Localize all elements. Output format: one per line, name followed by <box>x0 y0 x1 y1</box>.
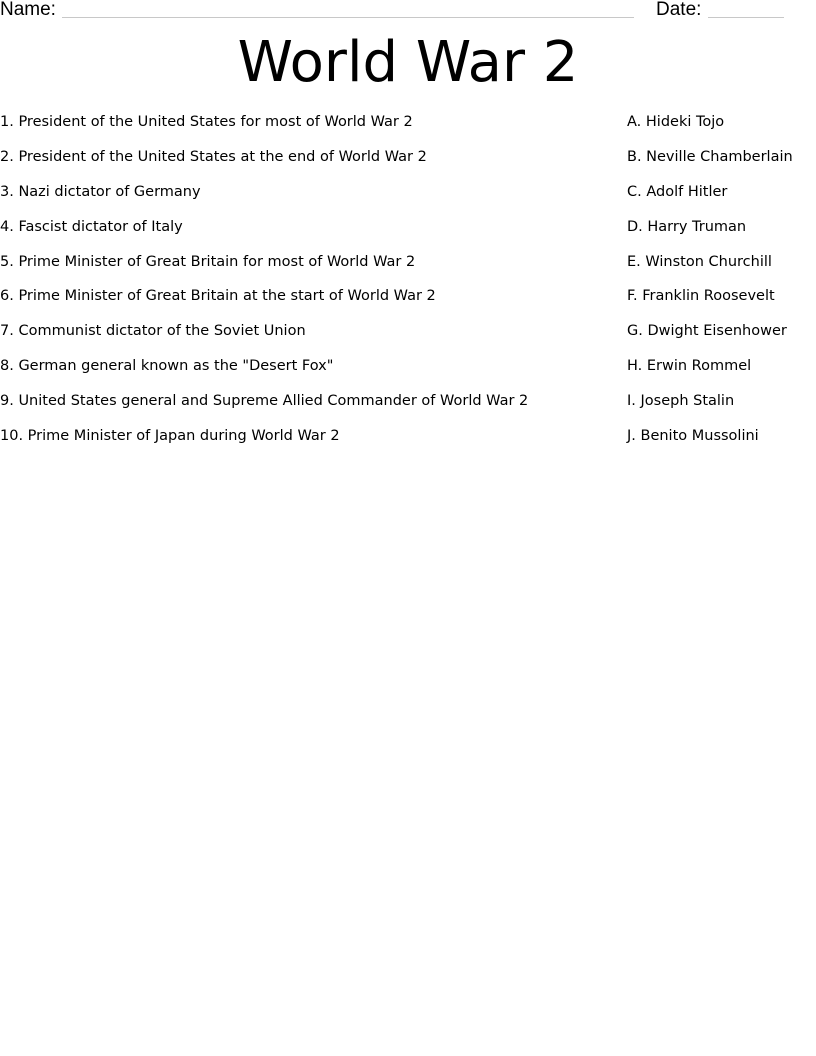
question-item: 4. Fascist dictator of Italy <box>0 218 183 235</box>
question-item: 3. Nazi dictator of Germany <box>0 183 201 200</box>
answer-item: I. Joseph Stalin <box>627 393 735 410</box>
question-item: 5. Prime Minister of Great Britain for most of World War 2 <box>0 253 416 270</box>
answer-list <box>627 111 816 460</box>
name-blank-line <box>62 17 634 18</box>
name-label: Name: <box>0 0 56 20</box>
date-label: Date: <box>656 0 702 20</box>
question-item: 9. United States general and Supreme Allied Commander of World War 2 <box>0 393 529 410</box>
question-item: 8. German general known as the "Desert Fox" <box>0 358 334 375</box>
answer-item: G. Dwight Eisenhower <box>627 323 787 340</box>
date-blank-line <box>708 17 784 18</box>
answer-item: B. Neville Chamberlain <box>627 148 793 165</box>
answer-item: H. Erwin Rommel <box>627 358 752 375</box>
question-item: 7. Communist dictator of the Soviet Union <box>0 323 306 340</box>
page-title: World War 2 <box>237 30 579 95</box>
answer-item: E. Winston Churchill <box>627 253 772 270</box>
answer-item: A. Hideki Tojo <box>627 114 725 130</box>
answer-item: C. Adolf Hitler <box>627 183 728 200</box>
question-item: 1. President of the United States for most of World War 2 <box>0 114 413 130</box>
answer-item: F. Franklin Roosevelt <box>627 288 775 305</box>
question-item: 10. Prime Minister of Japan during World War 2 <box>0 428 340 445</box>
answer-item: J. Benito Mussolini <box>627 428 759 445</box>
question-item: 2. President of the United States at the end of World War 2 <box>0 148 427 165</box>
answer-item: D. Harry Truman <box>627 218 747 235</box>
question-list <box>0 111 600 460</box>
question-item: 6. Prime Minister of Great Britain at the start of World War 2 <box>0 288 436 305</box>
worksheet-header <box>0 0 816 24</box>
